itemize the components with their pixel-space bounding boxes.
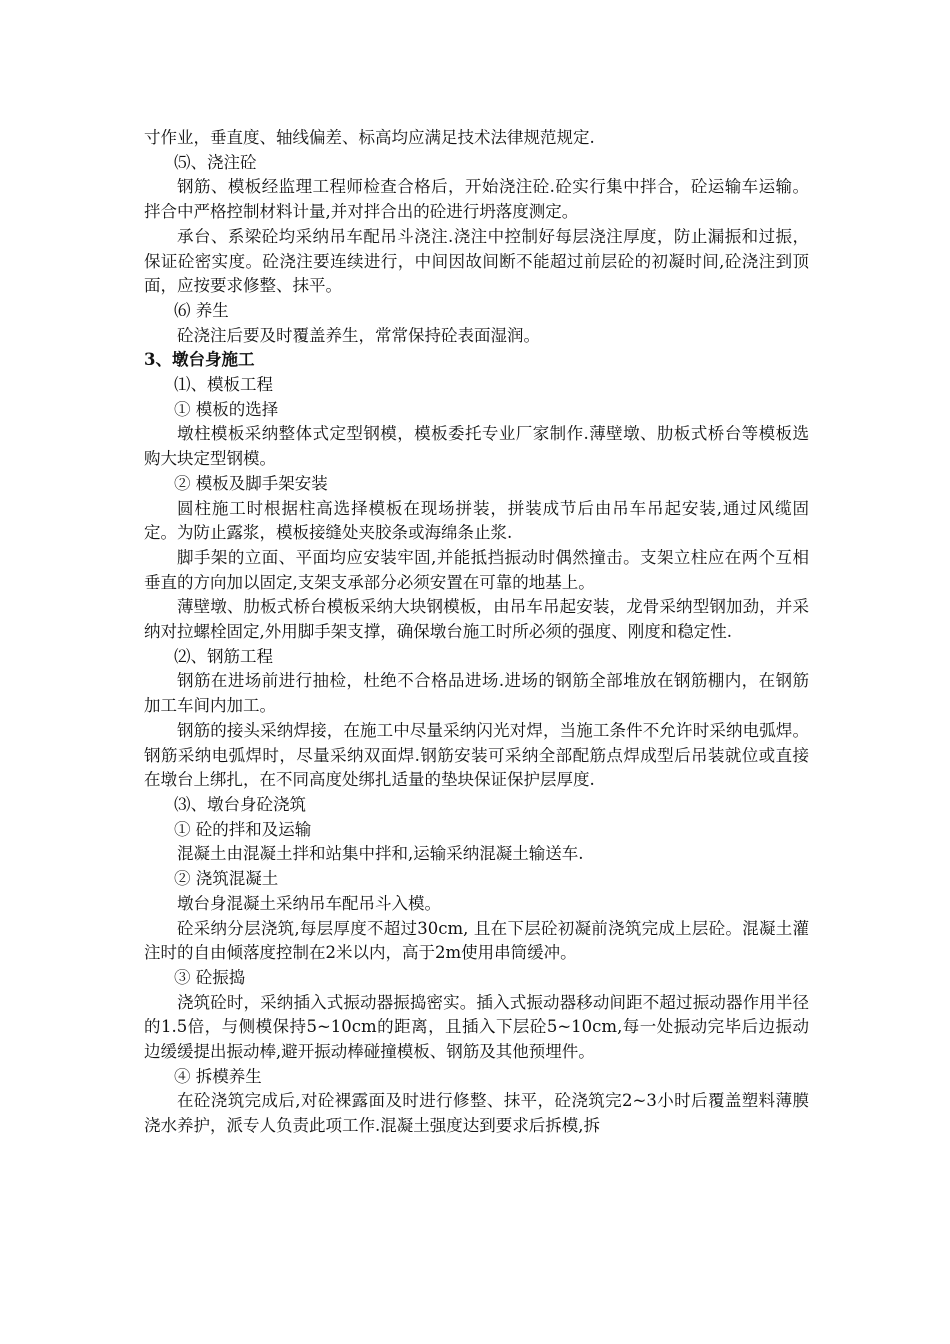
- paragraph: 墩台身混凝土采纳吊车配吊斗入模。: [177, 893, 441, 913]
- paragraph: 砼采纳分层浇筑,每层厚度不超过30cm, 且在下层砼初凝前浇筑完成上层砼。混凝土灌注时的自由倾落度控制在2米以内，高于2m使用串筒缓冲。: [144, 918, 809, 963]
- paragraph: 钢筋、模板经监理工程师检查合格后，开始浇注砼.砼实行集中拌合，砼运输车运输。拌合中严格控制材料计量,并对拌合出的砼进行坍落度测定。: [144, 177, 809, 222]
- subheading-curing: ⑹ 养生: [174, 300, 229, 320]
- circled-item: ④ 拆模养生: [174, 1066, 262, 1086]
- paragraph: 钢筋的接头采纳焊接，在施工中尽量采纳闪光对焊，当施工条件不允许时采纳电弧焊。钢筋采纳电弧焊时，尽量采纳双面焊.钢筋安装可采纳全部配筋点焊成型后吊装就位或直接在墩台上绑扎，在不同高度处绑扎适量的垫块保证保护层厚度.: [144, 720, 809, 790]
- subheading-formwork: ⑴、模板工程: [174, 375, 273, 395]
- document-page: [144, 126, 809, 1139]
- paragraph-continuation: 寸作业，垂直度、轴线偏差、标高均应满足技术法律规范规定.: [144, 128, 595, 147]
- paragraph: 浇筑砼时，采纳插入式振动器振捣密实。插入式振动器移动间距不超过振动器作用半径的1.5倍，与侧模保持5~10cm的距离，且插入下层砼5~10cm,每一处振动完毕后边振动边缓缓提出振动棒,避开振动棒碰撞模板、钢筋及其他预埋件。: [144, 992, 809, 1062]
- circled-item: ① 模板的选择: [174, 399, 279, 419]
- paragraph: 混凝土由混凝土拌和站集中拌和,运输采纳混凝土输送车.: [177, 844, 584, 864]
- paragraph: 薄壁墩、肋板式桥台模板采纳大块钢模板，由吊车吊起安装，龙骨采纳型钢加劲，并采纳对拉螺栓固定,外用脚手架支撑，确保墩台施工时所必须的强度、刚度和稳定性.: [144, 597, 809, 642]
- subheading-pouring: ⑸、浇注砼: [174, 152, 257, 172]
- section-heading: 3、墩台身施工: [144, 350, 255, 370]
- paragraph: 承台、系梁砼均采纳吊车配吊斗浇注.浇注中控制好每层浇注厚度，防止漏振和过振，保证砼密实度。砼浇注要连续进行，中间因故间断不能超过前层砼的初凝时间,砼浇注到顶面，应按要求修整、抹平。: [144, 226, 809, 296]
- circled-item: ② 浇筑混凝土: [174, 869, 279, 889]
- paragraph: 圆柱施工时根据柱高选择模板在现场拼装，拼装成节后由吊车吊起安装,通过风缆固定。为防止露浆，模板接缝处夹胶条或海绵条止浆.: [144, 498, 809, 543]
- paragraph: 脚手架的立面、平面均应安装牢固,并能抵挡振动时偶然撞击。支架立柱应在两个互相垂直的方向加以固定,支架支承部分必须安置在可靠的地基上。: [144, 547, 809, 592]
- subheading-rebar: ⑵、钢筋工程: [174, 646, 273, 666]
- paragraph: 钢筋在进场前进行抽检，杜绝不合格品进场.进场的钢筋全部堆放在钢筋棚内，在钢筋加工车间内加工。: [144, 671, 809, 716]
- circled-item: ② 模板及脚手架安装: [174, 473, 328, 493]
- subheading-concrete: ⑶、墩台身砼浇筑: [174, 794, 306, 814]
- paragraph: 在砼浇筑完成后,对砼裸露面及时进行修整、抹平，砼浇筑完2~3小时后覆盖塑料薄膜浇水养护，派专人负责此项工作.混凝土强度达到要求后拆模,拆: [144, 1091, 809, 1136]
- paragraph: 墩柱模板采纳整体式定型钢模，模板委托专业厂家制作.薄壁墩、肋板式桥台等模板选购大块定型钢模。: [144, 424, 809, 469]
- circled-item: ① 砼的拌和及运输: [174, 819, 312, 839]
- paragraph: 砼浇注后要及时覆盖养生，常常保持砼表面湿润。: [177, 325, 540, 345]
- circled-item: ③ 砼振捣: [174, 967, 246, 987]
